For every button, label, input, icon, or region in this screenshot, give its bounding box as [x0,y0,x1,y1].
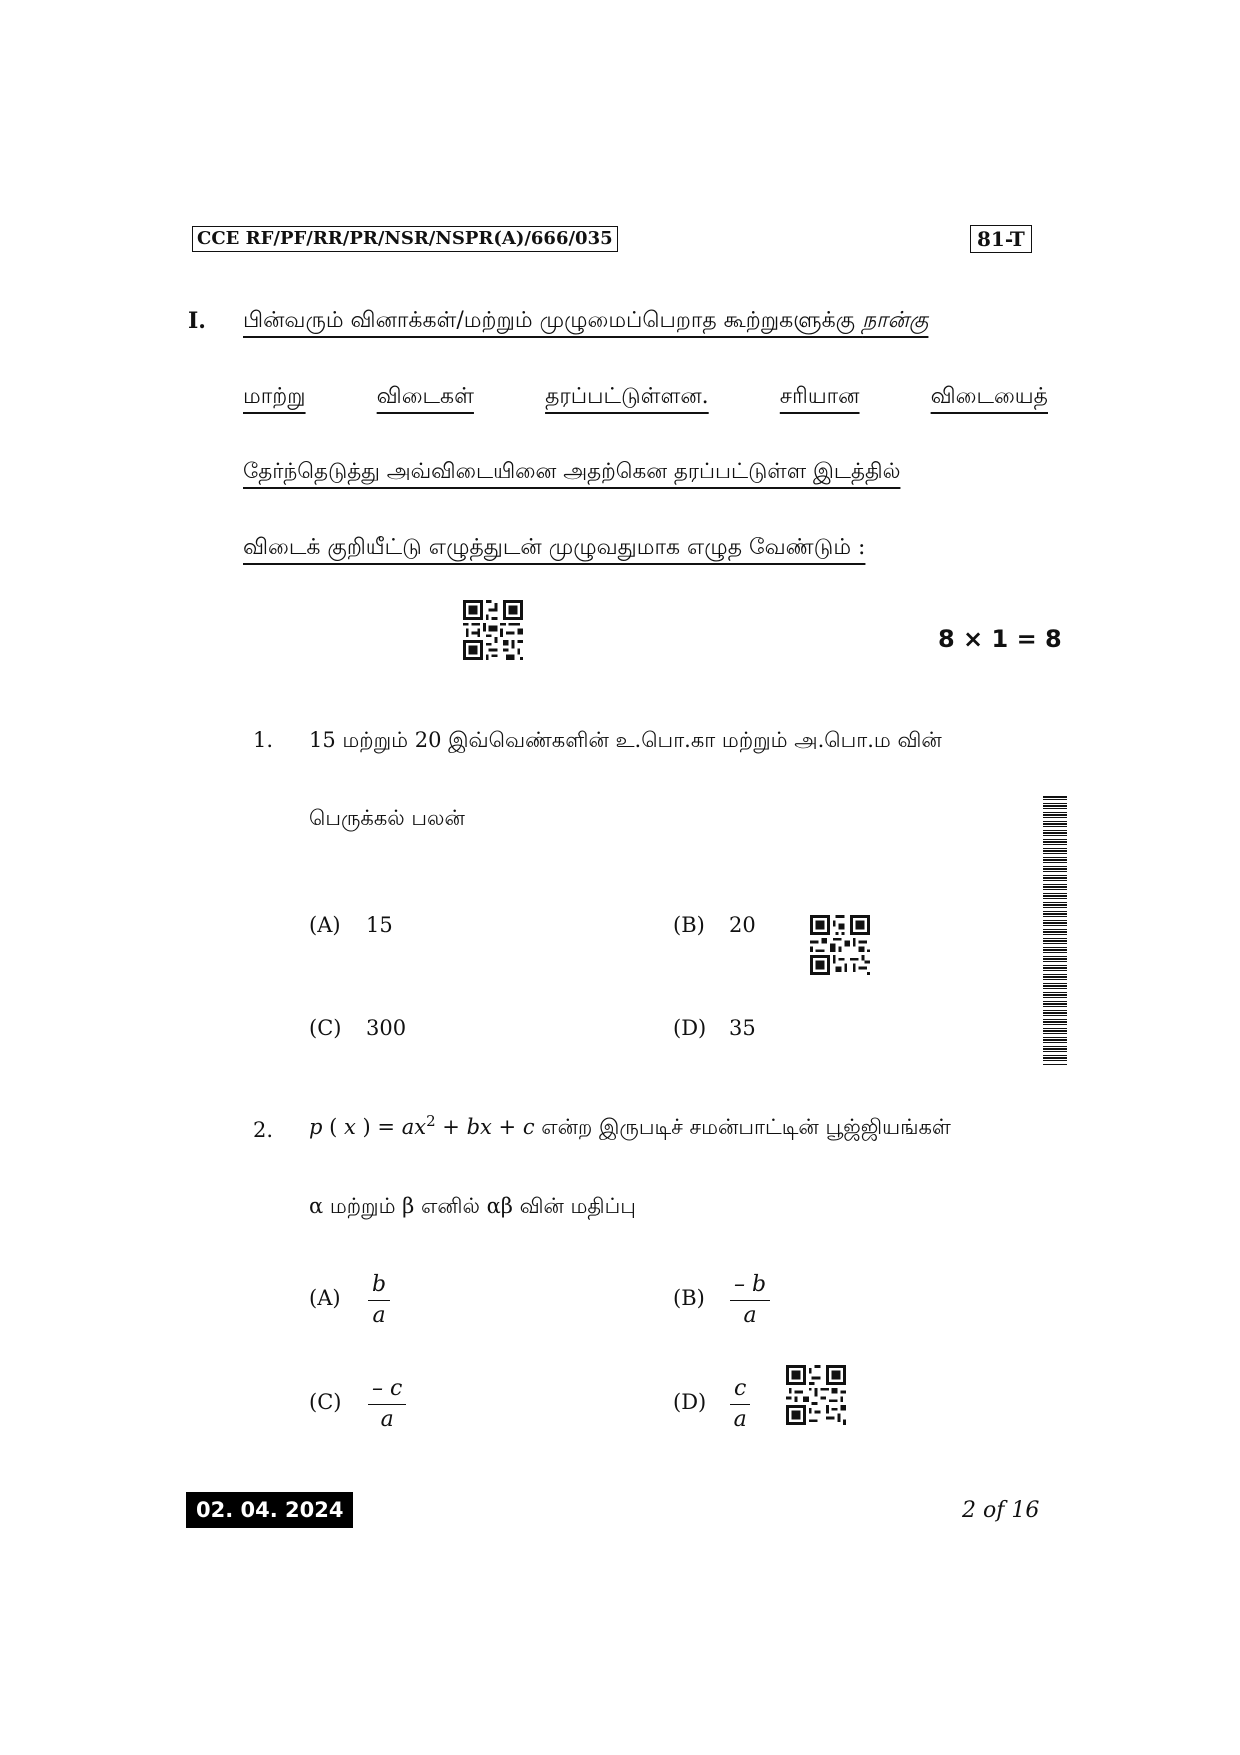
exam-code-label: CCE RF/PF/RR/PR/NSR/NSPR(A)/666/035 [192,226,618,252]
formula-ax: ax [401,1115,427,1139]
question-2-option-b-fraction [730,1272,770,1329]
question-1-text-line-1: 15 மற்றும் 20 இவ்வெண்களின் உ.பொ.கா மற்றும் அ.பொ.ம வின் [309,728,942,752]
question-2-option-d-letter: (D) [673,1390,707,1414]
question-1-option-d-letter: (D) [673,1016,707,1040]
question-1-option-d-value: 35 [729,1016,756,1040]
formula-close: ) = [355,1115,402,1139]
paper-id-label: 81-T [970,225,1032,253]
formula-bx: bx [466,1115,492,1139]
question-2-text: என்ற இருபடிச் சமன்பாட்டின் பூஜ்ஜியங்கள் [534,1115,951,1139]
question-1-option-a-letter: (A) [309,913,341,937]
fraction-denominator: a [733,1407,747,1432]
formula-c: c [522,1115,535,1139]
question-2-text-line-2: α மற்றும் β எனில் αβ வின் மதிப்பு [309,1194,636,1218]
fraction-numerator: b [368,1272,390,1301]
question-2-option-c-fraction [368,1376,406,1433]
question-2-number: 2. [253,1118,274,1142]
formula-x: x [344,1115,356,1139]
instruction-word: விடையைத் [930,384,1048,409]
formula-plus: + [435,1115,467,1139]
question-1-option-c-letter: (C) [309,1016,342,1040]
question-1-option-b-letter: (B) [673,913,705,937]
instruction-text: பின்வரும் வினாக்கள்/மற்றும் முழுமைப்பெறாத கூற்றுகளுக்கு [243,308,863,333]
fraction-denominator: a [372,1303,386,1328]
question-2-option-b-letter: (B) [673,1286,705,1310]
section-marks: 8 × 1 = 8 [938,625,1062,653]
instruction-word: விடைகள் [376,384,474,409]
section-instruction-line-3 [243,459,1048,486]
instruction-text: விடைக் குறியீட்டு எழுத்துடன் முழுவதுமாக எழுத வேண்டும் : [243,535,866,560]
instruction-word: மாற்று [243,384,306,409]
question-2-option-a-letter: (A) [309,1286,341,1310]
question-2-option-d-fraction [730,1376,750,1433]
qr-code-icon [463,600,523,660]
barcode-icon [1043,796,1067,1066]
question-2-text-line-1 [309,1112,1049,1142]
fraction-numerator: – b [730,1272,770,1301]
question-1-option-b-value: 20 [729,913,756,937]
instruction-word: தரப்பட்டுள்ளன. [545,384,709,409]
question-1-option-c-value: 300 [366,1016,407,1040]
instruction-text: தேர்ந்தெடுத்து அவ்விடையினை அதற்கென தரப்பட்டுள்ள இடத்தில் [243,459,901,484]
formula-open: ( [329,1115,345,1139]
fraction-numerator: – c [368,1376,406,1405]
page-number: 2 of 16 [962,1498,1040,1523]
instruction-word: சரியான [779,384,860,409]
fraction-denominator: a [743,1303,757,1328]
formula-p: p [309,1115,323,1139]
question-1-text-line-2: பெருக்கல் பலன் [309,806,465,830]
instruction-italic-word: நான்கு [862,308,929,333]
question-2-option-a-fraction [368,1272,390,1329]
question-1-number: 1. [253,728,274,752]
section-instruction-line-1 [243,308,1048,336]
section-number: I. [188,308,206,334]
qr-code-icon [810,915,870,975]
qr-code-icon [786,1365,846,1425]
section-instruction-line-2 [243,384,1048,412]
fraction-numerator: c [730,1376,750,1405]
formula-plus: + [491,1115,523,1139]
fraction-denominator: a [380,1407,394,1432]
question-1-option-a-value: 15 [366,913,393,937]
question-2-option-c-letter: (C) [309,1390,342,1414]
formula-exponent: 2 [426,1112,436,1130]
exam-date-badge: 02. 04. 2024 [186,1492,353,1528]
section-instruction-line-4 [243,535,865,563]
